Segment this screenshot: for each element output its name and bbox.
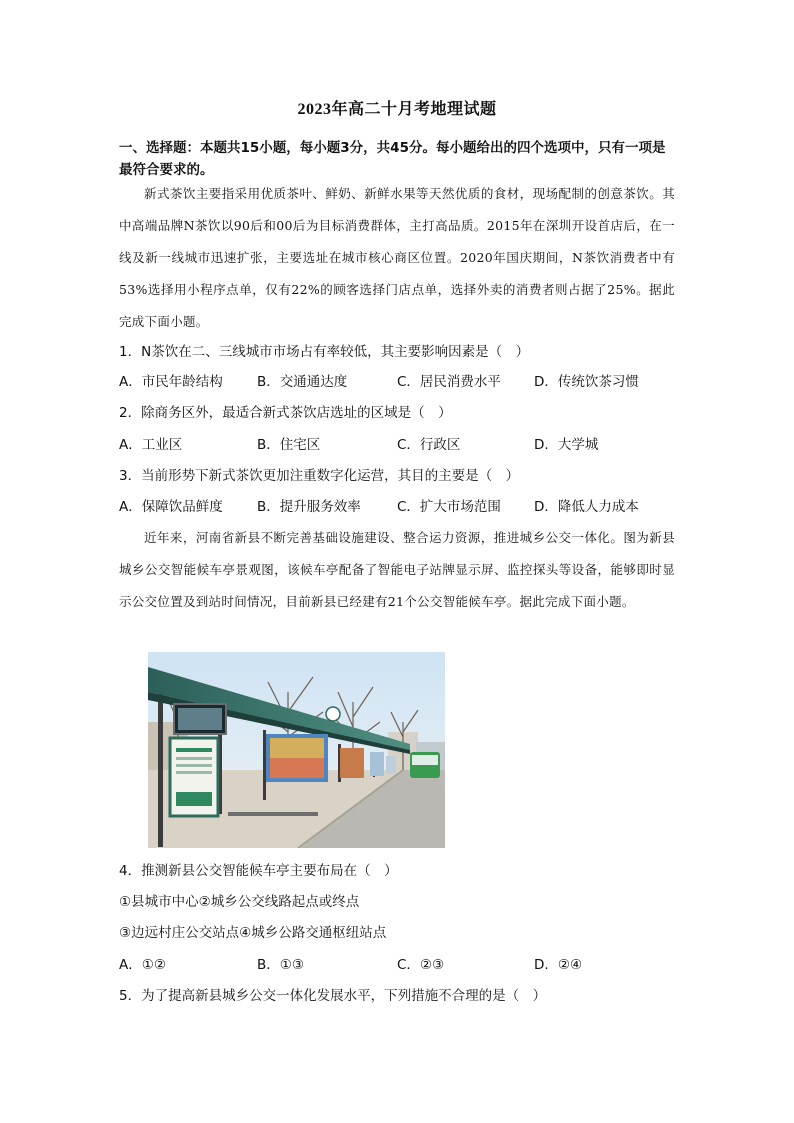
option-d: D．降低人力成本 (534, 499, 639, 515)
question-3: 3．当前形势下新式茶饮更加注重数字化运营，其目的主要是（ ） (119, 468, 520, 484)
option-c: C．居民消费水平 (397, 374, 501, 390)
option-a: A．①② (119, 957, 166, 973)
option-b: B．①③ (257, 957, 304, 973)
bus-shelter-photo (148, 652, 445, 848)
option-d: D．传统饮茶习惯 (534, 374, 639, 390)
question-3-options (119, 497, 679, 517)
question-2: 2．除商务区外，最适合新式茶饮店选址的区域是（ ） (119, 405, 452, 421)
option-b: B．住宅区 (257, 437, 321, 453)
option-a: A．保障饮品鲜度 (119, 499, 223, 515)
passage-bus-text: 近年来，河南省新县不断完善基础设施建设、整合运力资源，推进城乡公交一体化。图为新县城乡公交智能候车亭景观图，该候车亭配备了智能电子站牌显示屏、监控探头等设备，能够即时显示公交位置及到站时间情况，目前新县已经建有21个公交智能候车亭。据此完成下面小题。 (119, 530, 675, 609)
question-4-choices-line-1: ①县城市中心②城乡公交线路起点或终点 (119, 894, 360, 910)
question-4-options (119, 955, 679, 975)
passage-tea-text: 新式茶饮主要指采用优质茶叶、鲜奶、新鲜水果等天然优质的食材，现场配制的创意茶饮。其中高端品牌N茶饮以90后和00后为目标消费群体，主打高品质。2015年在深圳开设首店后，在一线及新一线城市迅速扩张，主要选址在城市核心商区位置。2020年国庆期间，N茶饮消费者中有53%选择用小程序点单，仅有22%的顾客选择门店点单，选择外卖的消费者则占据了25%。据此完成下面小题。 (119, 186, 675, 329)
option-c: C．②③ (397, 957, 445, 973)
section-heading: 一、选择题：本题共15小题，每小题3分，共45分。每小题给出的四个选项中，只有一项是最符合要求的。 (119, 140, 666, 178)
question-1-options (119, 372, 679, 392)
question-4-choices-line-2: ③边远村庄公交站点④城乡公路交通枢纽站点 (119, 925, 387, 941)
question-2-options (119, 435, 679, 455)
question-1: 1．N茶饮在二、三线城市市场占有率较低，其主要影响因素是（ ） (119, 344, 530, 360)
option-b: B．交通通达度 (257, 374, 348, 390)
option-c: C．扩大市场范围 (397, 499, 501, 515)
passage-tea (119, 178, 675, 338)
page-title: 2023年高二十月考地理试题 (297, 101, 497, 118)
question-4: 4．推测新县公交智能候车亭主要布局在（ ） (119, 863, 398, 879)
option-a: A．工业区 (119, 437, 183, 453)
option-d: D．②④ (534, 957, 583, 973)
option-d: D．大学城 (534, 437, 599, 453)
option-a: A．市民年龄结构 (119, 374, 223, 390)
option-c: C．行政区 (397, 437, 461, 453)
passage-bus (119, 522, 675, 618)
question-5: 5．为了提高新县城乡公交一体化发展水平，下列措施不合理的是（ ） (119, 988, 547, 1004)
option-b: B．提升服务效率 (257, 499, 361, 515)
